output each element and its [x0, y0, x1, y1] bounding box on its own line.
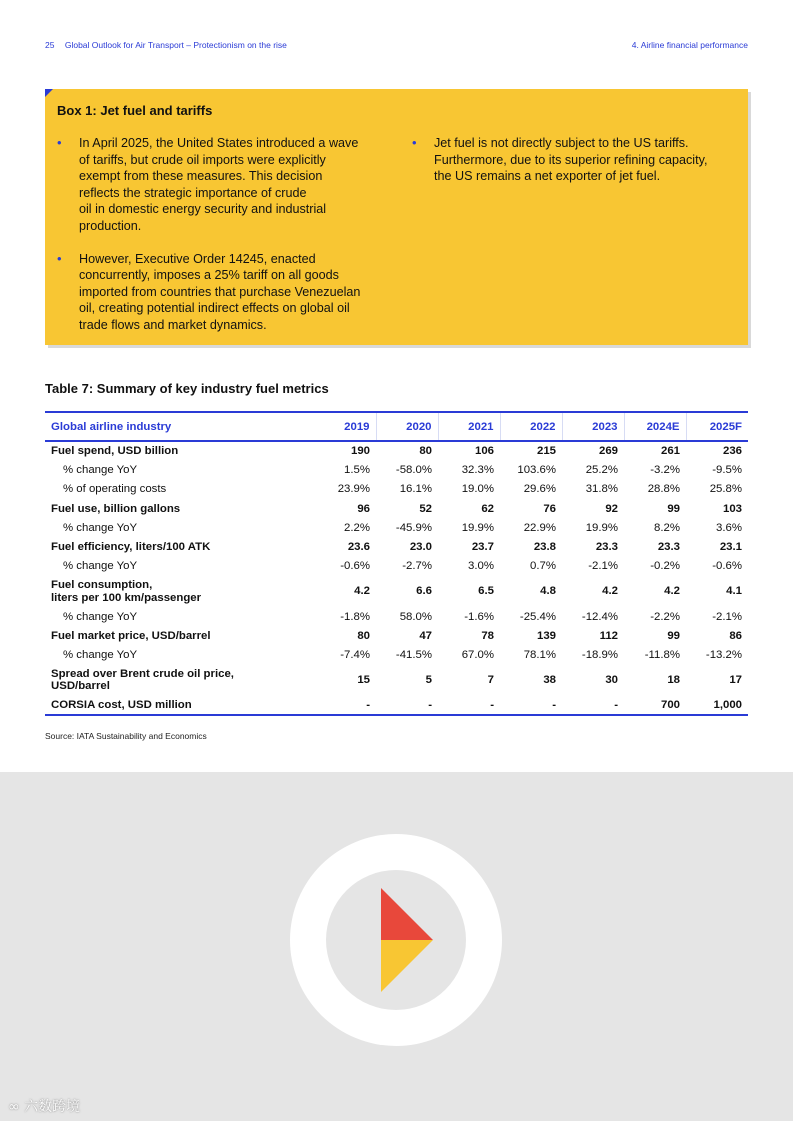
- row-label: [45, 576, 314, 607]
- row-label: [45, 537, 314, 556]
- table-cell: -11.8%: [644, 649, 680, 662]
- table-cell: 22.9%: [523, 521, 556, 534]
- table-cell: 261: [660, 445, 680, 458]
- table-cell: -13.2%: [705, 649, 742, 662]
- bullet-line: reflects the strategic importance of crude: [79, 185, 307, 200]
- table-cell: 0.7%: [530, 560, 556, 573]
- table-cell: 4.2: [354, 585, 370, 598]
- box-title: Box 1: Jet fuel and tariffs: [57, 103, 213, 118]
- table-cell: 25.2%: [585, 463, 618, 476]
- row-label: [45, 607, 314, 626]
- year-header: 2019: [314, 412, 376, 441]
- bullet-dot-icon: •: [57, 250, 62, 266]
- table-cell: 99: [667, 502, 680, 515]
- row-label-line: % change YoY: [63, 649, 138, 662]
- table-cell: -12.4%: [581, 610, 618, 623]
- table-cell: 78: [481, 630, 494, 643]
- table-cell: 23.3: [657, 541, 680, 554]
- table-cell: 96: [357, 502, 370, 515]
- table-cell: -2.1%: [712, 610, 742, 623]
- box-corner-accent: [45, 89, 53, 97]
- table-cell: 112: [599, 630, 618, 643]
- table-cell: 32.3%: [461, 463, 494, 476]
- bullet-line: trade flows and market dynamics.: [79, 317, 267, 332]
- table-cell: 139: [536, 630, 556, 643]
- table-cell: -45.9%: [395, 521, 432, 534]
- bullet-line: In April 2025, the United States introduced a wave: [79, 136, 359, 150]
- table-cell: 15: [357, 674, 370, 687]
- source-note: Source: IATA Sustainability and Economics: [45, 731, 207, 741]
- table-row: [45, 441, 748, 460]
- year-header: 2023: [562, 412, 624, 441]
- bullet-dot-icon: •: [57, 135, 62, 150]
- table-cell: 2.2%: [344, 521, 370, 534]
- table-cell: -0.6%: [340, 560, 370, 573]
- table-cell: 92: [605, 502, 618, 515]
- table-cell: 7: [487, 674, 494, 687]
- table-cell: 3.0%: [468, 560, 494, 573]
- table-cell: 103: [722, 502, 742, 515]
- play-logo-yellow-half: [381, 940, 433, 992]
- row-label-line: USD/barrel: [51, 680, 110, 693]
- table-row: [45, 626, 748, 645]
- table-title: Table 7: Summary of key industry fuel metrics: [45, 381, 329, 396]
- table-cell: 38: [543, 674, 556, 687]
- bullet-line: Jet fuel is not directly subject to the US tariffs.: [434, 136, 689, 150]
- row-label: [45, 557, 314, 576]
- table-cell: 80: [419, 445, 432, 458]
- play-logo-icon: [381, 888, 435, 994]
- row-label-line: CORSIA cost, USD million: [51, 699, 192, 712]
- table-cell: 23.9%: [337, 483, 370, 496]
- table-row: [45, 665, 748, 696]
- table-cell: 29.6%: [523, 483, 556, 496]
- table-cell: 23.0: [409, 541, 432, 554]
- table-cell: -41.5%: [395, 649, 432, 662]
- table-row: [45, 518, 748, 537]
- table-cell: 5: [425, 674, 432, 687]
- year-header: 2024E: [624, 412, 686, 441]
- table-cell: 190: [350, 445, 370, 458]
- box-column-right: [412, 135, 742, 201]
- row-label: [45, 665, 314, 696]
- table-cell: -0.6%: [712, 560, 742, 573]
- table-cell: 47: [419, 630, 432, 643]
- bullet-line: exempt from these measures. This decision: [79, 169, 323, 184]
- table-row: [45, 557, 748, 576]
- table-cell: -9.5%: [712, 463, 742, 476]
- table-cell: 19.9%: [461, 521, 494, 534]
- row-label-line: Fuel spend, USD billion: [51, 445, 179, 458]
- row-label: [45, 518, 314, 537]
- table-row: [45, 646, 748, 665]
- table-cell: 4.1: [726, 585, 742, 598]
- table-cell: -7.4%: [340, 649, 370, 662]
- table-cell: -: [438, 696, 500, 715]
- table-cell: 31.8%: [585, 483, 618, 496]
- table-cell: -1.8%: [340, 610, 370, 623]
- table-cell: 17: [729, 674, 742, 687]
- row-label: [45, 696, 314, 715]
- bullet-line: production.: [79, 218, 142, 233]
- box-bullet: [57, 251, 387, 334]
- bullet-line: Furthermore, due to its superior refining capacity,: [434, 152, 708, 167]
- header-left: [45, 40, 287, 50]
- jet-fuel-box: [45, 89, 748, 345]
- table-cell: 3.6%: [716, 521, 742, 534]
- table-cell: 23.1: [719, 541, 742, 554]
- table-cell: -18.9%: [581, 649, 618, 662]
- table-cell: 23.3: [595, 541, 618, 554]
- bullet-line: However, Executive Order 14245, enacted: [79, 251, 316, 266]
- bullet-line: oil, creating potential indirect effects on global oil: [79, 301, 350, 316]
- table-row: [45, 607, 748, 626]
- table-cell: -: [376, 696, 438, 715]
- row-label-line: Fuel efficiency, liters/100 ATK: [51, 541, 211, 554]
- table-cell: 80: [357, 630, 370, 643]
- table-cell: 19.0%: [461, 483, 494, 496]
- table-cell: 30: [605, 674, 618, 687]
- table-cell: 62: [481, 502, 494, 515]
- table-cell: 1.5%: [344, 463, 370, 476]
- table-cell: -25.4%: [519, 610, 556, 623]
- table-cell: -58.0%: [395, 463, 432, 476]
- bullet-line: of tariffs, but crude oil imports were explicitly: [79, 152, 326, 167]
- bullet-line: the US remains a net exporter of jet fuel.: [434, 169, 661, 184]
- table-cell: 8.2%: [654, 521, 680, 534]
- table-row: [45, 537, 748, 556]
- table-row: [45, 696, 748, 715]
- row-label-line: % of operating costs: [63, 483, 167, 496]
- table-cell: 215: [536, 445, 556, 458]
- row-label-line: Fuel market price, USD/barrel: [51, 630, 211, 643]
- year-header: 2022: [500, 412, 562, 441]
- table-cell: 58.0%: [399, 610, 432, 623]
- watermark: [8, 1096, 80, 1116]
- bullet-dot-icon: •: [412, 135, 417, 150]
- year-header: 2025F: [686, 412, 748, 441]
- watermark-logo-icon: ∞: [8, 1099, 20, 1115]
- table-cell: -3.2%: [650, 463, 680, 476]
- table-cell: 103.6%: [517, 463, 556, 476]
- table-cell: 269: [598, 445, 618, 458]
- year-header: 2020: [376, 412, 438, 441]
- bullet-line: oil in domestic energy security and industrial: [79, 202, 327, 217]
- table-cell: -: [562, 696, 624, 715]
- row-label-line: % change YoY: [63, 610, 138, 623]
- table-cell: 236: [722, 445, 742, 458]
- row-label: [45, 460, 314, 479]
- table-cell: 99: [667, 630, 680, 643]
- row-label-line: liters per 100 km/passenger: [51, 591, 202, 604]
- table-cell: 23.7: [471, 541, 494, 554]
- table-cell: 25.8%: [709, 483, 742, 496]
- fuel-metrics-table: [45, 411, 748, 716]
- year-header: 2021: [438, 412, 500, 441]
- row-label-line: % change YoY: [63, 521, 138, 534]
- watermark-text: 六数跨境: [24, 1099, 81, 1115]
- table-header-label: Global airline industry: [45, 412, 314, 441]
- table-cell: 28.8%: [647, 483, 680, 496]
- table-row: [45, 460, 748, 479]
- section-title: 4. Airline financial performance: [631, 40, 748, 50]
- table-cell: -0.2%: [650, 560, 680, 573]
- row-label-line: % change YoY: [63, 463, 138, 476]
- row-label-line: % change YoY: [63, 560, 138, 573]
- table-cell: 16.1%: [399, 483, 432, 496]
- table-cell: -2.7%: [402, 560, 432, 573]
- table-cell: -1.6%: [464, 610, 494, 623]
- table-row: [45, 499, 748, 518]
- bullet-line: imported from countries that purchase Venezuelan: [79, 284, 361, 299]
- table-cell: 4.2: [602, 585, 618, 598]
- page-header: [45, 40, 748, 54]
- table-row: [45, 480, 748, 499]
- row-label: [45, 480, 314, 499]
- row-label: [45, 441, 314, 460]
- table-cell: 4.8: [540, 585, 556, 598]
- table-cell: -: [314, 696, 376, 715]
- table-cell: 86: [729, 630, 742, 643]
- table-cell: 700: [624, 696, 686, 715]
- page-number: 25: [45, 40, 55, 50]
- table-cell: 67.0%: [461, 649, 494, 662]
- table-cell: -2.2%: [650, 610, 680, 623]
- box-column-left: [57, 135, 387, 350]
- row-label-line: Fuel consumption,: [51, 579, 153, 592]
- table-row: [45, 576, 748, 607]
- row-label: [45, 646, 314, 665]
- row-label-line: Fuel use, billion gallons: [51, 502, 181, 515]
- row-label: [45, 626, 314, 645]
- table-cell: 76: [543, 502, 556, 515]
- table-cell: 6.5: [478, 585, 494, 598]
- row-label-line: Spread over Brent crude oil price,: [51, 667, 234, 680]
- table-cell: 23.8: [533, 541, 556, 554]
- table-cell: 1,000: [686, 696, 748, 715]
- table-cell: 6.6: [416, 585, 432, 598]
- table-cell: 19.9%: [585, 521, 618, 534]
- box-bullet: [412, 135, 742, 185]
- table-cell: 4.2: [664, 585, 680, 598]
- row-label: [45, 499, 314, 518]
- table-header-row: [45, 412, 748, 441]
- table-cell: -2.1%: [588, 560, 618, 573]
- table-cell: 78.1%: [523, 649, 556, 662]
- play-logo-red-half: [381, 888, 433, 940]
- report-title: Global Outlook for Air Transport – Protectionism on the rise: [64, 40, 287, 50]
- table-cell: 23.6: [347, 541, 370, 554]
- table-cell: -: [500, 696, 562, 715]
- table-cell: 52: [419, 502, 432, 515]
- bullet-line: concurrently, imposes a 25% tariff on all goods: [79, 268, 339, 283]
- table-cell: 18: [667, 674, 680, 687]
- box-bullet: [57, 135, 387, 235]
- table-cell: 106: [474, 445, 494, 458]
